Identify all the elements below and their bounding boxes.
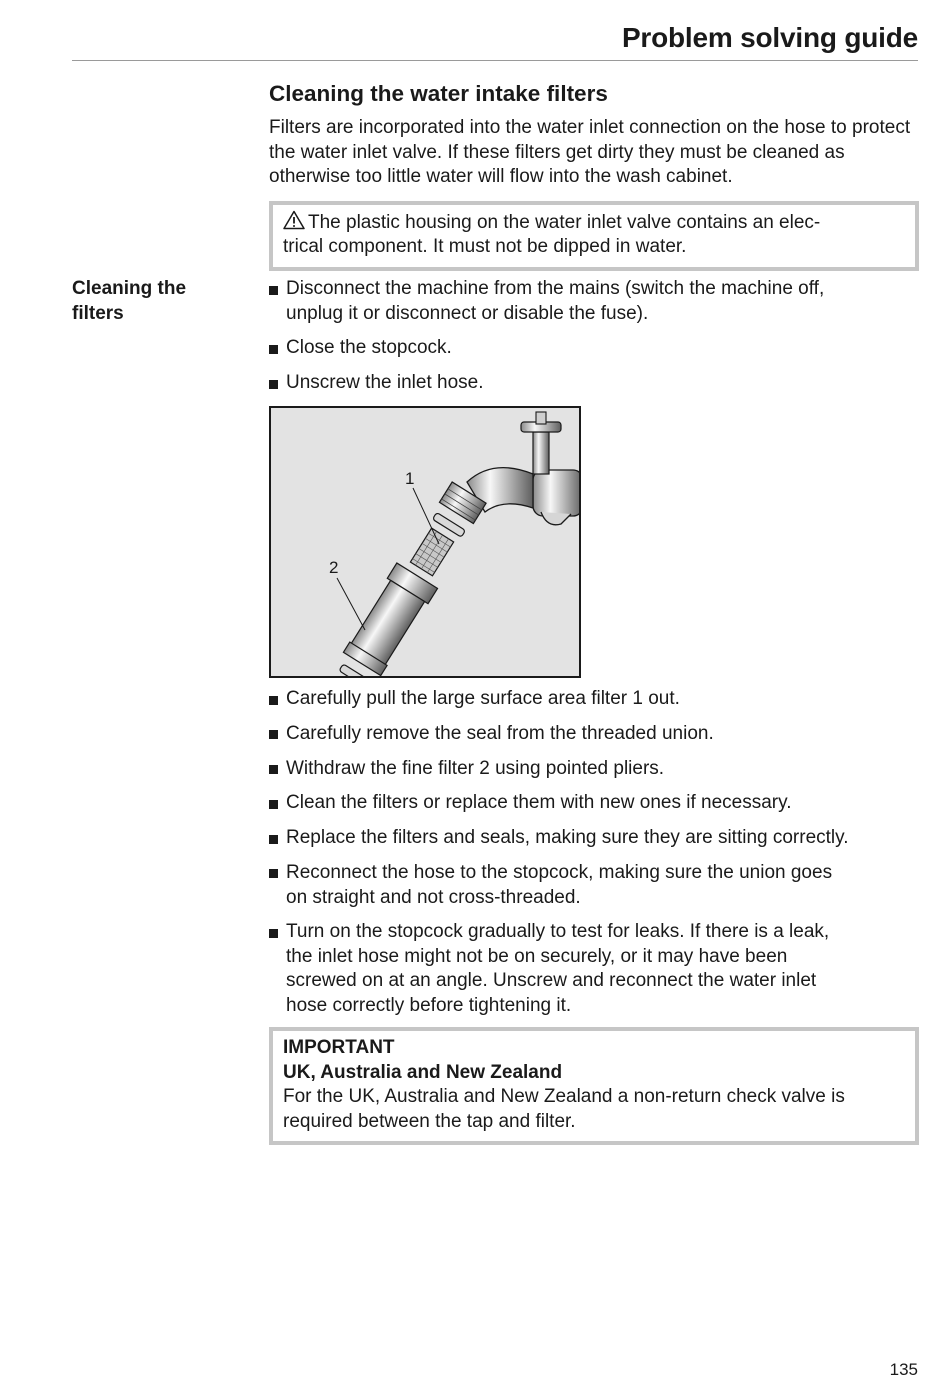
list-item	[269, 371, 919, 396]
side-label-line-1: Cleaning the	[72, 278, 187, 299]
section-intro	[269, 80, 919, 271]
important-subheading: UK, Australia and New Zealand	[283, 1061, 563, 1083]
leader-line-2	[337, 578, 365, 630]
list-item	[269, 861, 919, 910]
step-text: on straight and not cross-threaded.	[286, 886, 581, 908]
steps-before-figure	[269, 277, 919, 406]
list-item	[269, 722, 919, 747]
important-text-line-1: For the UK, Australia and New Zealand a non-return check valve is	[283, 1086, 845, 1108]
warning-triangle-icon	[283, 210, 305, 230]
filter-illustration	[269, 406, 581, 678]
bullet-icon	[269, 929, 278, 938]
figure-label-2: 2	[329, 558, 339, 577]
important-text-line-2: required between the tap and filter.	[283, 1110, 576, 1132]
bullet-icon	[269, 696, 278, 705]
important-heading: IMPORTANT	[283, 1037, 395, 1058]
step-text: unplug it or disconnect or disable the fuse).	[286, 302, 649, 324]
bullet-icon	[269, 800, 278, 809]
list-item	[269, 277, 919, 326]
bullet-icon	[269, 380, 278, 389]
step-text: hose correctly before tightening it.	[286, 995, 572, 1017]
bullet-icon	[269, 765, 278, 774]
step-text: Close the stopcock.	[286, 337, 452, 359]
steps-after-figure	[269, 687, 919, 1029]
list-item	[269, 826, 919, 851]
step-text: Withdraw the fine filter 2 using pointed pliers.	[286, 757, 665, 779]
side-label-line-2: filters	[72, 302, 124, 324]
page-title: Problem solving guide	[621, 22, 918, 53]
important-box	[269, 1027, 919, 1145]
list-item	[269, 757, 919, 782]
bullet-icon	[269, 286, 278, 295]
warning-text-line-1: The plastic housing on the water inlet valve contains an elec-	[308, 211, 821, 233]
step-text: Turn on the stopcock gradually to test for leaks. If there is a leak,	[286, 921, 830, 943]
intro-paragraph: Filters are incorporated into the water inlet connection on the hose to protect the water inlet valve. If these filters get dirty they must be cleaned as otherwise too little water will flow into the wash cabinet.	[269, 117, 911, 188]
tap-and-hose-drawing	[271, 408, 579, 676]
page-number: 135	[889, 1360, 918, 1379]
list-item	[269, 791, 919, 816]
warning-text-line-2: trical component. It must not be dipped in water.	[283, 236, 687, 258]
warning-box	[269, 201, 919, 271]
inlet-assembly	[271, 478, 493, 676]
bullet-icon	[269, 869, 278, 878]
side-label	[72, 277, 242, 326]
list-item	[269, 336, 919, 361]
step-text: Disconnect the machine from the mains (switch the machine off,	[286, 278, 825, 299]
step-text: screwed on at an angle. Unscrew and reconnect the water inlet	[286, 970, 817, 992]
step-text: Clean the filters or replace them with new ones if necessary.	[286, 792, 792, 814]
step-text: Carefully remove the seal from the threaded union.	[286, 722, 714, 744]
page-header	[72, 0, 918, 61]
step-text: Replace the filters and seals, making sure they are sitting correctly.	[286, 827, 849, 849]
bullet-icon	[269, 835, 278, 844]
step-text: Carefully pull the large surface area filter 1 out.	[286, 688, 680, 709]
step-text: Reconnect the hose to the stopcock, making sure the union goes	[286, 861, 833, 883]
step-text: the inlet hose might not be on securely, or it may have been	[286, 945, 788, 967]
bullet-icon	[269, 345, 278, 354]
list-item	[269, 920, 919, 1018]
bullet-icon	[269, 730, 278, 739]
list-item	[269, 687, 919, 712]
section-heading: Cleaning the water intake filters	[269, 81, 608, 106]
step-text: Unscrew the inlet hose.	[286, 372, 484, 394]
figure-label-1: 1	[405, 469, 415, 488]
